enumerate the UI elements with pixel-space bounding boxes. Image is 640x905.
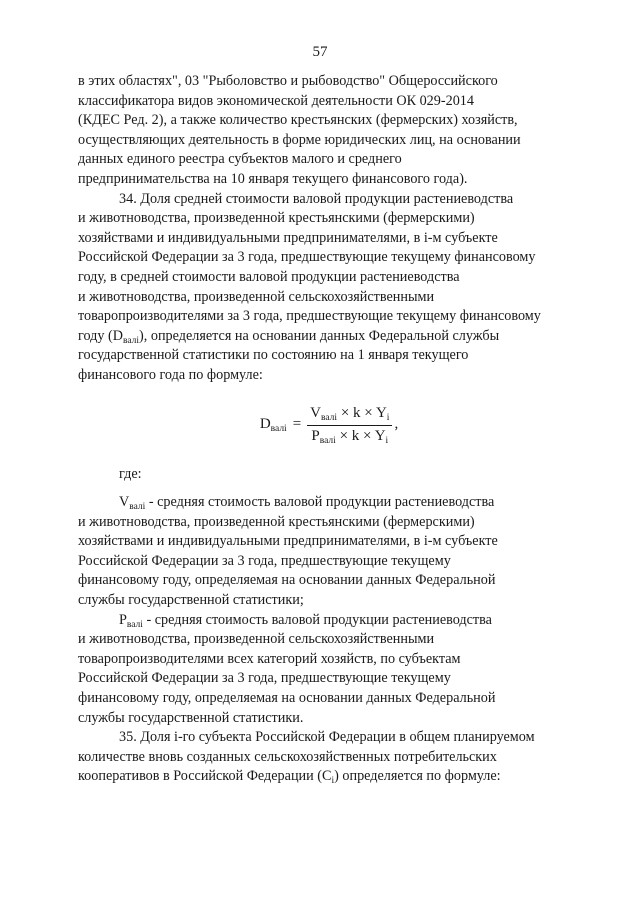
text-line: Российской Федерации за 3 года, предшествующие текущему (78, 670, 451, 687)
text-line: хозяйствами и индивидуальными предпринимателями, в i-м субъекте (78, 533, 498, 550)
symbol-p: P (311, 427, 320, 444)
inline-text: году ( (78, 327, 113, 344)
times-sign: × (340, 404, 350, 421)
text-line: службы государственной статистики. (78, 709, 304, 726)
inline-text: - средняя стоимость валовой продукции растениеводства (142, 611, 492, 628)
definition-v (78, 493, 564, 513)
subscript: валi (129, 502, 146, 513)
subscript: i (385, 435, 389, 446)
text-line: осуществляющих деятельность в форме юридических лиц, на основании (78, 131, 521, 148)
formula-block (78, 386, 564, 465)
document-body (78, 72, 564, 787)
formula-lhs (260, 415, 287, 435)
text-line: в этих областях", 03 "Рыболовство и рыбоводство" Общероссийского (78, 73, 498, 89)
fraction-denominator (308, 426, 391, 447)
inline-text: кооперативов в Российской Федерации (C (78, 768, 332, 785)
text-line: службы государственной статистики; (78, 592, 304, 609)
text-line: и животноводства, произведенной крестьянскими (фермерскими) (78, 210, 475, 227)
page-number: 57 (312, 44, 328, 60)
paragraph-34-start: 34. Доля средней стоимости валовой продукции растениеводства (119, 190, 514, 207)
text-line: году, в средней стоимости валовой продукции растениеводства (78, 268, 460, 285)
text-line: хозяйствами и индивидуальными предпринимателями, в i-м субъекте (78, 229, 498, 246)
formula-fraction (307, 404, 392, 446)
text-line: товаропроизводителями за 3 года, предшествующие текущему финансовому (78, 308, 541, 325)
text-line: и животноводства, произведенной сельскохозяйственными (78, 288, 435, 305)
inline-symbol-d: D (112, 327, 123, 344)
symbol-v: V (310, 404, 322, 421)
symbol-k: k (353, 404, 361, 421)
text-line: предпринимательства на 10 января текущего финансового года). (78, 170, 468, 187)
where-label: где: (119, 465, 142, 482)
text-line: товаропроизводителями всех категорий хозяйств, по субъектам (78, 650, 461, 667)
subscript: i (331, 776, 335, 787)
text-line: количестве вновь созданных сельскохозяйственных потребительских (78, 748, 497, 765)
inline-text: - средняя стоимость валовой продукции растениеводства (145, 494, 495, 511)
subscript: валi (319, 435, 336, 446)
text-line: Российской Федерации за 3 года, предшествующие текущему финансовому (78, 249, 536, 266)
symbol-p: P (119, 611, 127, 628)
text-line (78, 767, 564, 787)
text-line: финансовому году, определяемая на основании данных Федеральной (78, 690, 496, 707)
symbol-y: Y (374, 427, 386, 444)
inline-text: ), определяется на основании данных Федеральной службы (139, 327, 500, 344)
definition-p (78, 611, 564, 631)
inline-text: ) определяется по формуле: (334, 768, 501, 785)
subscript: валi (270, 424, 287, 435)
subscript: валi (122, 335, 140, 346)
symbol-d: D (259, 416, 271, 433)
text-line: классификатора видов экономической деятельности ОК 029-2014 (78, 92, 474, 109)
symbol-k: k (351, 427, 360, 444)
text-line: и животноводства, произведенной сельскохозяйственными (78, 631, 435, 648)
subscript: i (386, 412, 390, 423)
paragraph-35-start: 35. Доля i-го субъекта Российской Федерации в общем планируемом (119, 729, 535, 746)
equals-sign: = (292, 416, 302, 433)
text-line: Российской Федерации за 3 года, предшествующие текущему (78, 552, 451, 569)
text-line: (КДЕС Ред. 2), а также количество крестьянских (фермерских) хозяйств, (78, 112, 518, 129)
text-line: и животноводства, произведенной крестьянскими (фермерскими) (78, 513, 475, 530)
formula-comma: , (394, 416, 399, 433)
symbol-y: Y (375, 404, 387, 421)
text-line (78, 327, 564, 347)
times-sign: × (339, 427, 349, 444)
symbol-v: V (119, 494, 130, 511)
fraction-numerator (307, 404, 392, 426)
text-line: данных единого реестра субъектов малого и среднего (78, 151, 402, 168)
subscript: валi (321, 412, 338, 423)
times-sign: × (363, 427, 372, 444)
text-line: государственной статистики по состоянию на 1 января текущего (78, 347, 469, 364)
times-sign: × (364, 404, 373, 421)
formula (260, 404, 398, 446)
subscript: валi (126, 619, 143, 630)
text-line: финансовому году, определяемая на основании данных Федеральной (78, 572, 496, 589)
text-line: финансового года по формуле: (78, 366, 263, 383)
